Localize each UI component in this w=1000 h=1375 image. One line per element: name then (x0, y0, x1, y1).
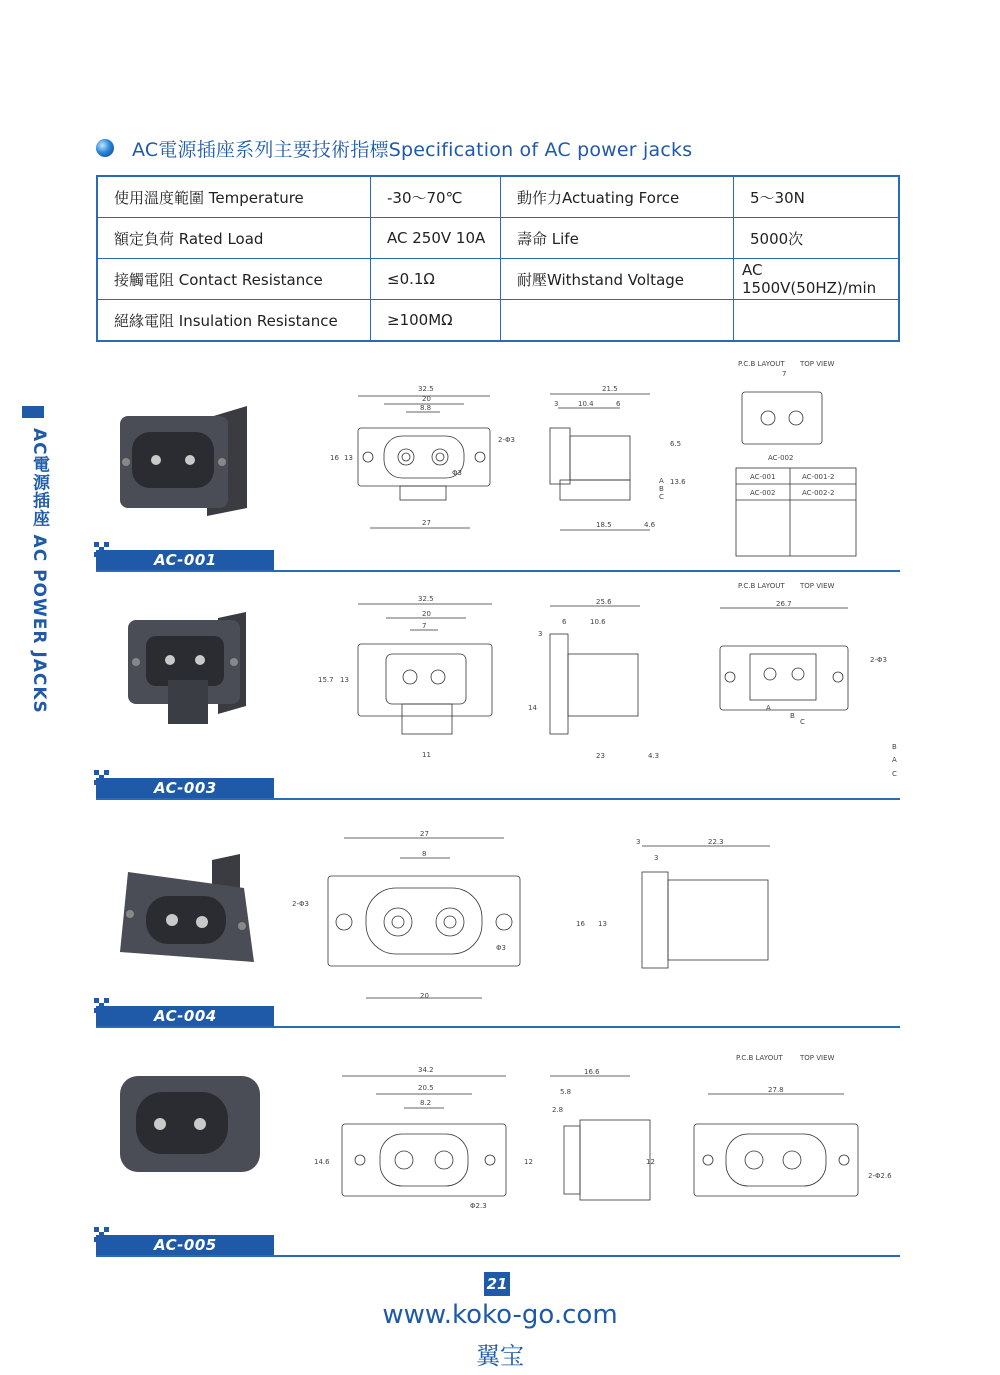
product-label-ac004 (96, 1006, 274, 1026)
dim-label: 12 (646, 1158, 655, 1166)
spec-cell: 動作力Actuating Force (501, 176, 734, 218)
ac003-product-photo (118, 610, 268, 740)
pcb-layout-label: P.C.B LAYOUT (736, 1054, 783, 1062)
product-label-text: AC-005 (154, 1236, 217, 1254)
product-label-text: AC-004 (154, 1007, 217, 1025)
dim-label: B (790, 712, 795, 720)
footer-brand: 翼宝 (476, 1342, 524, 1370)
product-label-ac003 (96, 778, 274, 798)
dim-label: 2-Φ3 (870, 656, 887, 664)
ac005-drawing (310, 1050, 900, 1230)
dim-label: Φ3 (452, 469, 462, 477)
dim-label: A (892, 756, 897, 764)
ac005-product-photo (112, 1070, 272, 1180)
dim-label: 14 (528, 704, 537, 712)
section-divider (96, 798, 900, 800)
spec-cell: 5000次 (734, 218, 900, 259)
spec-cell (734, 300, 900, 342)
dim-label: 10.4 (578, 400, 594, 408)
dim-label: 13.6 (670, 478, 686, 486)
product-label-text: AC-003 (154, 779, 217, 797)
dim-label: 23 (596, 752, 605, 760)
dim-label: 4.6 (644, 521, 656, 529)
dim-label: 5.8 (560, 1088, 572, 1096)
dim-label: A (659, 477, 664, 485)
pixel-pattern-icon (94, 1227, 116, 1247)
dim-label: 2.8 (552, 1106, 564, 1114)
dim-label: 26.7 (776, 600, 792, 608)
dim-label: 8 (422, 850, 427, 858)
ac001-drawing (320, 380, 720, 540)
dim-label: 6.5 (670, 440, 682, 448)
dim-label: 10.6 (590, 618, 606, 626)
spec-cell: 壽命 Life (501, 218, 734, 259)
spec-cell (501, 300, 734, 342)
dim-label: 16 (576, 920, 585, 928)
dim-label: AC-002 (768, 454, 794, 462)
spec-cell: 接觸電阻 Contact Resistance (97, 259, 371, 300)
dim-label: B (659, 485, 664, 493)
sidebar-marker (22, 406, 44, 418)
dim-label: 6 (616, 400, 621, 408)
table-row (97, 259, 899, 300)
dim-label: 18.5 (596, 521, 612, 529)
dim-label: 34.2 (418, 1066, 434, 1074)
dim-label: 22.3 (708, 838, 724, 846)
product-label-ac001 (96, 550, 274, 570)
sidebar-label: AC電源插座 AC POWER JACKS (29, 428, 49, 714)
dim-label: 27.8 (768, 1086, 784, 1094)
pcb-layout-label: P.C.B LAYOUT (738, 360, 785, 368)
dim-label: 20.5 (418, 1084, 434, 1092)
spec-cell: 額定負荷 Rated Load (97, 218, 371, 259)
dim-label: 2-Φ2.6 (868, 1172, 892, 1180)
dim-label: Φ2.3 (470, 1202, 487, 1210)
pcb-layout-label: P.C.B LAYOUT (738, 582, 785, 590)
dim-label: 21.5 (602, 385, 618, 393)
dim-label: 13 (598, 920, 607, 928)
dim-label: 7 (422, 622, 427, 630)
dim-label: 11 (422, 751, 431, 759)
bullet-icon (96, 139, 114, 157)
dim-label: 20 (422, 395, 431, 403)
spec-cell: ≤0.1Ω (371, 259, 501, 300)
dim-label: 16.6 (584, 1068, 600, 1076)
dim-label: 20 (420, 992, 429, 1000)
footer-url[interactable]: www.koko-go.com (382, 1300, 618, 1330)
dim-label: 8.8 (420, 404, 432, 412)
ac004-product-photo (116, 852, 266, 982)
pixel-pattern-icon (94, 770, 116, 790)
dim-label: AC-002 (750, 489, 776, 497)
dim-label: 3 (554, 400, 559, 408)
dim-label: Φ3 (496, 944, 506, 952)
dim-label: 12 (524, 1158, 533, 1166)
spec-cell: 使用溫度範圍 Temperature (97, 176, 371, 218)
dim-label: 16 (330, 454, 339, 462)
dim-label: AC-001 (750, 473, 776, 481)
dim-label: 2-Φ3 (292, 900, 309, 908)
table-row (97, 218, 899, 259)
dim-label: 13 (340, 676, 349, 684)
dim-label: 4.3 (648, 752, 660, 760)
dim-label: 13 (344, 454, 353, 462)
pixel-pattern-icon (94, 542, 116, 562)
spec-cell: -30～70℃ (371, 176, 501, 218)
spec-table (96, 175, 900, 342)
spec-cell: ≥100MΩ (371, 300, 501, 342)
table-row (97, 176, 899, 218)
spec-cell: 耐壓Withstand Voltage (501, 259, 734, 300)
spec-cell: AC 250V 10A (371, 218, 501, 259)
dim-label: 14.6 (314, 1158, 330, 1166)
top-view-label: TOP VIEW (800, 582, 835, 590)
dim-label: AC-002-2 (802, 489, 835, 497)
product-label-ac005 (96, 1235, 274, 1255)
section-divider (96, 1255, 900, 1257)
ac003-drawing (310, 582, 900, 782)
dim-label: 27 (422, 519, 431, 527)
top-view-label: TOP VIEW (800, 360, 835, 368)
product-label-text: AC-001 (154, 551, 217, 569)
table-row (97, 300, 899, 342)
dim-label: 32.5 (418, 385, 434, 393)
dim-label: 6 (562, 618, 567, 626)
section-divider (96, 570, 900, 572)
dim-label: 3 (636, 838, 641, 846)
dim-label: 27 (420, 830, 429, 838)
dim-label: 3 (654, 854, 659, 862)
dim-label: A (766, 704, 771, 712)
ac001-pcb-layout (730, 356, 900, 561)
dim-label: 8.2 (420, 1099, 432, 1107)
page-number: 21 (484, 1272, 510, 1296)
spec-cell: 5～30N (734, 176, 900, 218)
dim-label: C (800, 718, 805, 726)
ac004-drawing (290, 828, 890, 1008)
section-divider (96, 1026, 900, 1028)
dim-label: C (892, 770, 897, 778)
top-view-label: TOP VIEW (800, 1054, 835, 1062)
dim-label: 25.6 (596, 598, 612, 606)
pixel-pattern-icon (94, 998, 116, 1018)
dim-label: AC-001-2 (802, 473, 835, 481)
dim-label: 7 (782, 370, 787, 378)
spec-cell: 絕緣電阻 Insulation Resistance (97, 300, 371, 342)
dim-label: B (892, 743, 897, 751)
dim-label: 32.5 (418, 595, 434, 603)
spec-title (96, 134, 692, 162)
ac001-product-photo (112, 398, 262, 528)
dim-label: C (659, 493, 664, 501)
spec-title-text: AC電源插座系列主要技術指標Specification of AC power jacks (132, 138, 693, 161)
spec-cell: AC 1500V(50HZ)/min (734, 259, 900, 300)
dim-label: 20 (422, 610, 431, 618)
dim-label: 15.7 (318, 676, 334, 684)
dim-label: 2-Φ3 (498, 436, 515, 444)
dim-label: 3 (538, 630, 543, 638)
